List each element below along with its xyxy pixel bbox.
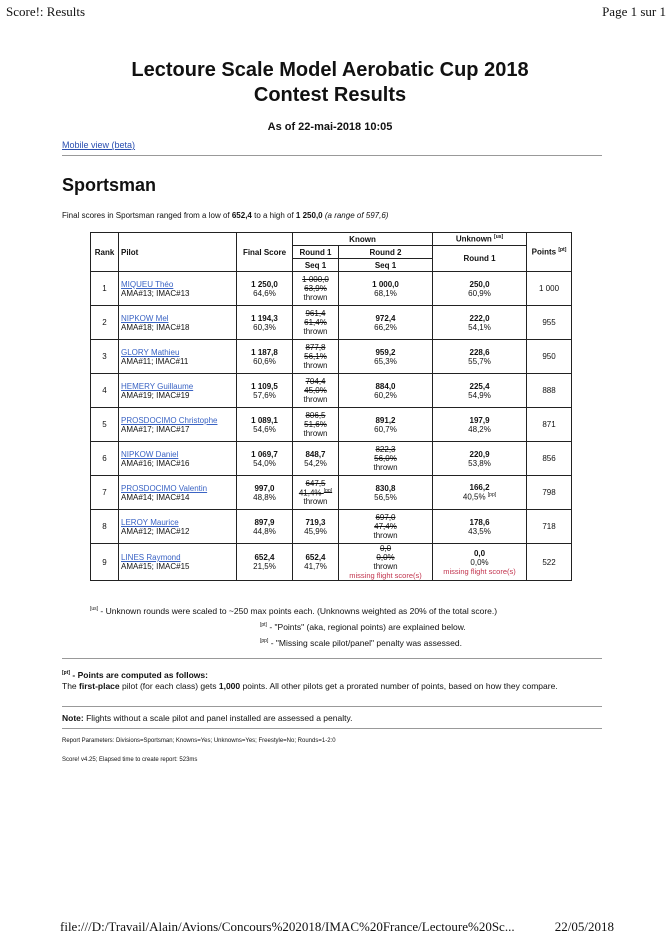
- unk-score: 222,0: [469, 313, 490, 323]
- table-row: [91, 272, 572, 306]
- header-pilot: Pilot: [119, 233, 237, 272]
- final-percent: 44,8%: [253, 526, 276, 536]
- header-unknown-label: Unknown: [455, 234, 492, 244]
- r1-thrown-label: thrown: [303, 497, 328, 507]
- note-pt-text: - "Points" (aka, regional points) are explained below.: [266, 622, 466, 632]
- r1-score: 848,7: [305, 449, 326, 459]
- r2-score: 884,0: [375, 381, 396, 391]
- print-header: [6, 4, 666, 20]
- results-table: [90, 232, 572, 581]
- unk-percent-value: 53,8%: [468, 458, 491, 468]
- pilot-name-link[interactable]: MIQUEU Théo: [121, 279, 174, 289]
- r1-percent: [295, 420, 336, 429]
- final-percent: 54,0%: [253, 458, 276, 468]
- note-flights-text: Flights without a scale pilot and panel installed are assessed a penalty.: [83, 713, 353, 723]
- r1-percent-value: 41,7%: [304, 562, 327, 571]
- r2-cell: [339, 408, 433, 442]
- points-cell: 1 000: [527, 272, 572, 306]
- table-row: [91, 374, 572, 408]
- r1-score: 647,5: [305, 478, 326, 488]
- points-cell: 856: [527, 442, 572, 476]
- r1-thrown-label: thrown: [303, 429, 328, 438]
- r2-percent: [341, 493, 430, 502]
- r2-cell: [339, 272, 433, 306]
- final-score: 997,0: [254, 483, 275, 493]
- unk-cell: [433, 544, 527, 581]
- unk-score: 220,9: [469, 449, 490, 459]
- unk-score: 197,9: [469, 415, 490, 425]
- header-unknown: [433, 233, 527, 246]
- note-penalty: [260, 638, 462, 648]
- r2-percent: [341, 391, 430, 400]
- points-explanation: [62, 681, 607, 692]
- pilot-cell: [119, 408, 237, 442]
- r1-cell: [293, 476, 339, 510]
- as-of-date: As of 22-mai-2018 10:05: [267, 121, 393, 133]
- unk-score: 250,0: [469, 279, 490, 289]
- final-percent: 60,3%: [253, 322, 276, 332]
- unk-cell: [433, 476, 527, 510]
- page-title-line1: Lectoure Scale Model Aerobatic Cup 2018: [131, 59, 529, 81]
- r1-cell: [293, 442, 339, 476]
- header-unknown-sup: [us]: [494, 234, 504, 241]
- note-flights: [62, 713, 352, 723]
- r2-thrown-label: thrown: [373, 463, 398, 472]
- r1-percent: [295, 284, 336, 293]
- r1-cell: [293, 544, 339, 581]
- unk-percent: [435, 289, 524, 298]
- note-pp-text: - "Missing scale pilot/panel" penalty was assessed.: [268, 638, 462, 648]
- header-points: [527, 233, 572, 272]
- unk-score: 178,6: [469, 517, 490, 527]
- table-row: [91, 476, 572, 510]
- points-text-b: first-place: [79, 681, 120, 691]
- r2-percent: [341, 454, 430, 463]
- pilot-cell: [119, 442, 237, 476]
- note-us-sup: [us]: [90, 606, 99, 613]
- r1-cell: [293, 510, 339, 544]
- pilot-name-link[interactable]: HEMERY Guillaume: [121, 381, 194, 391]
- points-cell: 718: [527, 510, 572, 544]
- note-pt-sup: [pt]: [260, 622, 267, 629]
- final-score-cell: [237, 476, 293, 510]
- final-score: 1 194,3: [251, 313, 278, 323]
- r1-score: 877,8: [305, 343, 326, 352]
- r1-score: 704,4: [305, 377, 326, 386]
- points-cell: 871: [527, 408, 572, 442]
- unk-percent-value: 0,0%: [470, 557, 489, 567]
- pilot-ids: AMA#19; IMAC#19: [121, 390, 190, 400]
- header-round2: Round 2: [339, 246, 433, 259]
- unk-percent: [435, 391, 524, 400]
- unk-percent: [435, 323, 524, 332]
- unk-percent-value: 54,1%: [468, 322, 491, 332]
- points-text-d: 1,000: [218, 681, 241, 691]
- header-seq1-round1: Seq 1: [293, 259, 339, 272]
- unk-cell: [433, 374, 527, 408]
- r1-percent: [295, 318, 336, 327]
- table-row: [91, 544, 572, 581]
- r1-score: 961,4: [305, 309, 326, 318]
- unk-percent: [435, 558, 524, 567]
- pilot-name-link[interactable]: LINES Raymond: [121, 553, 181, 562]
- print-header-title: Score!: Results: [6, 4, 86, 19]
- r1-percent: [295, 459, 336, 468]
- divider: [62, 658, 602, 659]
- header-rank: Rank: [91, 233, 119, 272]
- header-points-sup: [pt]: [558, 247, 567, 254]
- points-cell: 522: [527, 544, 572, 581]
- note-flights-label: Note:: [62, 713, 84, 723]
- r2-percent-value: 56,0%: [374, 454, 397, 463]
- r1-cell: [293, 408, 339, 442]
- r1-percent-value: 54,2%: [304, 458, 327, 468]
- summary-low: 652,4: [231, 211, 252, 220]
- final-score-cell: [237, 374, 293, 408]
- r2-score: 1 000,0: [372, 279, 399, 289]
- unk-percent-value: 40,5%: [462, 492, 486, 502]
- pilot-cell: [119, 544, 237, 581]
- final-percent: 64,6%: [253, 288, 276, 298]
- r1-percent: [295, 386, 336, 395]
- r2-score: 822,3: [375, 445, 396, 454]
- header-points-label: Points: [531, 247, 557, 257]
- r2-score: 891,2: [375, 415, 396, 425]
- divider: [62, 155, 602, 156]
- r2-cell: [339, 510, 433, 544]
- pilot-name-link[interactable]: NIPKOW Daniel: [121, 449, 179, 459]
- points-text-e: points. All other pilots get a prorated number of points, based on how they compare.: [240, 681, 558, 691]
- results-body: [91, 272, 572, 581]
- r2-percent: [341, 553, 430, 562]
- r1-score: 806,5: [305, 411, 326, 420]
- rank-cell: 3: [91, 340, 119, 374]
- unk-percent-value: 43,5%: [468, 526, 491, 536]
- r2-score: 959,2: [375, 347, 396, 357]
- points-heading-sup: [pt]: [62, 670, 71, 677]
- unk-percent: [435, 459, 524, 468]
- table-row: [91, 510, 572, 544]
- unk-score: 228,6: [469, 347, 490, 357]
- r2-percent: [341, 425, 430, 434]
- rank-cell: 7: [91, 476, 119, 510]
- points-cell: 798: [527, 476, 572, 510]
- note-us-text: - Unknown rounds were scaled to ~250 max points each. (Unknowns weighted as 20% of the total score.): [98, 606, 498, 616]
- r2-percent-value: 60,7%: [374, 424, 397, 434]
- r2-cell: [339, 374, 433, 408]
- pilot-ids: AMA#15; IMAC#15: [121, 562, 190, 571]
- final-score-cell: [237, 544, 293, 581]
- header-seq1-round2: Seq 1: [339, 259, 433, 272]
- pilot-name-link[interactable]: NIPKOW Mel: [121, 313, 169, 323]
- pilot-name-link[interactable]: PROSDOCIMO Christophe: [121, 415, 218, 425]
- r2-percent: [341, 323, 430, 332]
- final-score-cell: [237, 272, 293, 306]
- r1-thrown-label: thrown: [303, 327, 328, 336]
- section-title: Sportsman: [62, 175, 157, 195]
- header-known: Known: [293, 233, 433, 246]
- final-score: 1 069,7: [251, 449, 278, 459]
- note-pp-sup: [pp]: [260, 638, 269, 645]
- r1-cell: [293, 340, 339, 374]
- unk-cell: [433, 408, 527, 442]
- r2-cell: [339, 340, 433, 374]
- unk-percent-value: 55,7%: [468, 356, 491, 366]
- r1-thrown-label: thrown: [303, 395, 328, 404]
- header-round1: Round 1: [293, 246, 339, 259]
- final-percent: 57,6%: [253, 390, 276, 400]
- report-parameters: Report Parameters: Divisions=Sportsman; Knowns=Yes; Unknowns=Yes; Freestyle=No; Rounds=1-2:0: [62, 738, 336, 744]
- unk-cell: [433, 510, 527, 544]
- final-score-cell: [237, 510, 293, 544]
- r2-thrown-label: thrown: [373, 531, 398, 540]
- points-heading-text: - Points are computed as follows:: [70, 670, 208, 680]
- r2-percent: [341, 357, 430, 366]
- unk-percent: [435, 357, 524, 366]
- unk-score: 166,2: [469, 483, 490, 493]
- page-title-line2: Contest Results: [253, 84, 407, 106]
- rank-cell: 4: [91, 374, 119, 408]
- print-footer-url: file:///D:/Travail/Alain/Avions/Concours%202018/IMAC%20France/Lectoure%20Sc...: [60, 919, 515, 934]
- rank-cell: 6: [91, 442, 119, 476]
- final-score: 1 250,0: [251, 279, 278, 289]
- summary-high: 1 250,0: [295, 211, 323, 220]
- rank-cell: 5: [91, 408, 119, 442]
- r2-percent-value: 66,2%: [374, 322, 397, 332]
- mobile-view-link[interactable]: Mobile view (beta): [62, 140, 136, 150]
- r2-percent-value: 60,2%: [374, 390, 397, 400]
- pilot-ids: AMA#18; IMAC#18: [121, 322, 190, 332]
- r2-cell: [339, 544, 433, 581]
- pilot-cell: [119, 374, 237, 408]
- divider: [62, 706, 602, 707]
- final-score: 1 089,1: [251, 415, 278, 425]
- note-unknown-scaling: [90, 606, 497, 616]
- unk-percent: [435, 527, 524, 536]
- rank-cell: 9: [91, 544, 119, 581]
- print-footer-date: 22/05/2018: [554, 919, 614, 934]
- page-title: [60, 58, 600, 108]
- unk-percent: [435, 425, 524, 434]
- final-percent: 21,5%: [253, 562, 276, 571]
- summary-mid: to a high of: [251, 211, 296, 220]
- r2-missing-label: missing flight score(s): [349, 571, 422, 580]
- summary-prefix: Final scores in Sportsman ranged from a low of: [62, 211, 232, 220]
- pilot-name-link[interactable]: LEROY Maurice: [121, 517, 179, 527]
- r1-percent: [295, 527, 336, 536]
- unk-cell: [433, 340, 527, 374]
- pilot-cell: [119, 306, 237, 340]
- unk-cell: [433, 306, 527, 340]
- unk-cell: [433, 442, 527, 476]
- r1-percent-value: 56,1%: [304, 352, 327, 361]
- final-score: 1 109,5: [251, 381, 278, 391]
- r2-percent-value: 47,4%: [374, 522, 397, 531]
- unk-missing-label: missing flight score(s): [443, 566, 516, 576]
- r1-score: 1 000,0: [302, 275, 329, 284]
- summary-range: (a range of 597,6): [324, 211, 389, 220]
- points-cell: 955: [527, 306, 572, 340]
- rank-cell: 8: [91, 510, 119, 544]
- r1-percent-value: 45,0%: [304, 386, 327, 395]
- unk-score: 225,4: [469, 381, 490, 391]
- header-unknown-round1: Round 1: [433, 246, 527, 272]
- table-row: [91, 442, 572, 476]
- rank-cell: 2: [91, 306, 119, 340]
- pilot-name-link[interactable]: GLORY Mathieu: [121, 347, 180, 357]
- r1-percent-value: 41,4%: [298, 488, 322, 498]
- r1-penalty-sup: [pp]: [323, 487, 333, 494]
- r1-percent-value: 63,9%: [304, 284, 327, 293]
- r1-cell: [293, 272, 339, 306]
- pilot-cell: [119, 340, 237, 374]
- final-percent: 54,6%: [253, 424, 276, 434]
- r2-cell: [339, 306, 433, 340]
- r1-cell: [293, 374, 339, 408]
- final-percent: 48,8%: [253, 492, 276, 502]
- r2-percent-value: 68,1%: [374, 288, 397, 298]
- unk-percent-value: 54,9%: [468, 390, 491, 400]
- pilot-name-link[interactable]: PROSDOCIMO Valentin: [121, 483, 208, 493]
- score-summary: [62, 211, 388, 220]
- final-score-cell: [237, 340, 293, 374]
- r2-score: 697,0: [375, 513, 396, 522]
- final-percent: 60,6%: [253, 356, 276, 366]
- table-row: [91, 306, 572, 340]
- r1-percent-value: 51,6%: [304, 420, 327, 429]
- r2-score: 830,8: [375, 483, 396, 493]
- unk-score: 0,0: [473, 548, 486, 558]
- note-points: [260, 622, 466, 632]
- r2-score: 972,4: [375, 313, 396, 323]
- header-final-score: Final Score: [237, 233, 293, 272]
- r1-percent-value: 61,4%: [304, 318, 327, 327]
- pilot-ids: AMA#12; IMAC#12: [121, 526, 190, 536]
- print-header-page: Page 1 sur 1: [602, 4, 666, 19]
- points-heading: [62, 670, 208, 680]
- unk-percent-value: 60,9%: [468, 288, 491, 298]
- r1-percent: [295, 562, 336, 571]
- r1-percent: [295, 488, 336, 498]
- pilot-ids: AMA#11; IMAC#11: [121, 356, 189, 366]
- r1-score: 652,4: [305, 553, 326, 562]
- r2-percent: [341, 289, 430, 298]
- r2-percent: [341, 522, 430, 531]
- r2-thrown-label: thrown: [373, 562, 398, 571]
- final-score: 1 187,8: [251, 347, 278, 357]
- r2-cell: [339, 442, 433, 476]
- pilot-cell: [119, 476, 237, 510]
- r2-percent-value: 0,0%: [376, 553, 395, 562]
- rank-cell: 1: [91, 272, 119, 306]
- table-row: [91, 340, 572, 374]
- points-cell: 950: [527, 340, 572, 374]
- r2-score: 0,0: [379, 544, 392, 553]
- points-text-a: The: [62, 681, 80, 691]
- r2-percent-value: 65,3%: [374, 356, 397, 366]
- version-info: Score! v4.25; Elapsed time to create report: 523ms: [62, 757, 198, 763]
- final-score: 652,4: [254, 553, 275, 562]
- pilot-ids: AMA#14; IMAC#14: [121, 492, 190, 502]
- pilot-ids: AMA#16; IMAC#16: [121, 458, 190, 468]
- final-score-cell: [237, 442, 293, 476]
- final-score-cell: [237, 408, 293, 442]
- unk-percent: [435, 492, 524, 502]
- unk-percent-value: 48,2%: [468, 424, 491, 434]
- pilot-ids: AMA#17; IMAC#17: [121, 424, 190, 434]
- table-row: [91, 408, 572, 442]
- r1-score: 719,3: [305, 517, 326, 527]
- final-score-cell: [237, 306, 293, 340]
- points-text-c: pilot (for each class) gets: [119, 681, 219, 691]
- r1-cell: [293, 306, 339, 340]
- r2-cell: [339, 476, 433, 510]
- r1-percent: [295, 352, 336, 361]
- r1-thrown-label: thrown: [303, 293, 328, 302]
- unk-penalty-sup: [pp]: [487, 492, 497, 499]
- r1-percent-value: 45,9%: [304, 526, 327, 536]
- points-cell: 888: [527, 374, 572, 408]
- pilot-cell: [119, 510, 237, 544]
- pilot-ids: AMA#13; IMAC#13: [121, 288, 190, 298]
- r1-thrown-label: thrown: [303, 361, 328, 370]
- r2-percent-value: 56,5%: [374, 492, 397, 502]
- pilot-cell: [119, 272, 237, 306]
- divider: [62, 728, 602, 729]
- final-score: 897,9: [254, 517, 275, 527]
- unk-cell: [433, 272, 527, 306]
